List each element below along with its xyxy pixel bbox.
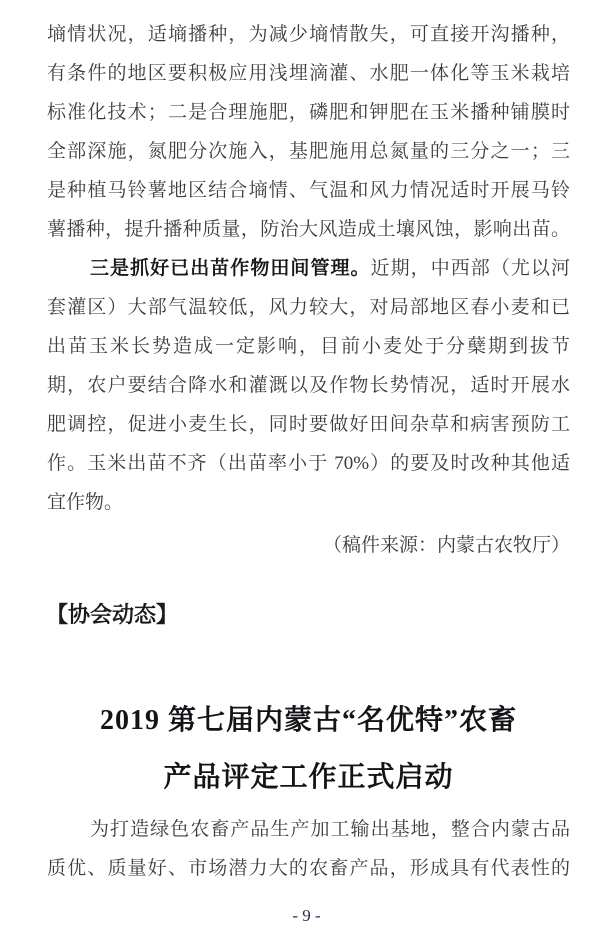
text-line: 有条件的地区要积极应用浅埋滴灌、水肥一体化等玉米栽培	[47, 63, 570, 84]
text-line: 肥调控，促进小麦生长，同时要做好田间杂草和病害预防工	[47, 414, 570, 435]
text-line: 薯播种，提升播种质量，防治大风造成土壤风蚀，影响出苗。	[47, 219, 570, 240]
article-two-title	[47, 692, 570, 806]
text-line: 出苗玉米长势造成一定影响，目前小麦处于分蘖期到拔节	[47, 336, 570, 357]
text-line: 墒情状况，适墒播种，为减少墒情散失，可直接开沟播种，	[47, 24, 570, 45]
article-two-body	[47, 810, 570, 888]
text-line: 标准化技术；二是合理施肥，磷肥和钾肥在玉米播种铺膜时	[47, 102, 570, 123]
article-title-line: 2019 第七届内蒙古“名优特”农畜	[99, 705, 517, 736]
article-title-line: 产品评定工作正式启动	[163, 762, 454, 793]
text-line: 套灌区）大部气温较低，风力较大，对局部地区春小麦和已	[47, 297, 570, 318]
text-line: 期，农户要结合降水和灌溉以及作物长势情况，适时开展水	[47, 375, 570, 396]
section-heading-association-news: 【协会动态】	[46, 602, 179, 627]
text-line: 宜作物。	[47, 492, 124, 513]
page-number: - 9 -	[292, 906, 321, 925]
bold-subheading-run: 三是抓好已出苗作物田间管理。	[90, 258, 371, 279]
text-line: 为打造绿色农畜产品生产加工输出基地，整合内蒙古品	[90, 819, 570, 840]
text-line: 全部深施，氮肥分次施入，基肥施用总氮量的三分之一；三	[47, 141, 570, 162]
source-attribution: （稿件来源：内蒙古农牧厅）	[322, 535, 570, 556]
text-line-with-bold-lead	[47, 249, 570, 288]
article-one-body	[47, 15, 570, 565]
text-line: 是种植马铃薯地区结合墒情、气温和风力情况适时开展马铃	[47, 180, 570, 201]
text-run: 近期，中西部（尤以河	[370, 258, 570, 279]
text-line: 质优、质量好、市场潜力大的农畜产品，形成具有代表性的	[47, 858, 570, 879]
text-line: 作。玉米出苗不齐（出苗率小于 70%）的要及时改种其他适	[47, 453, 570, 474]
